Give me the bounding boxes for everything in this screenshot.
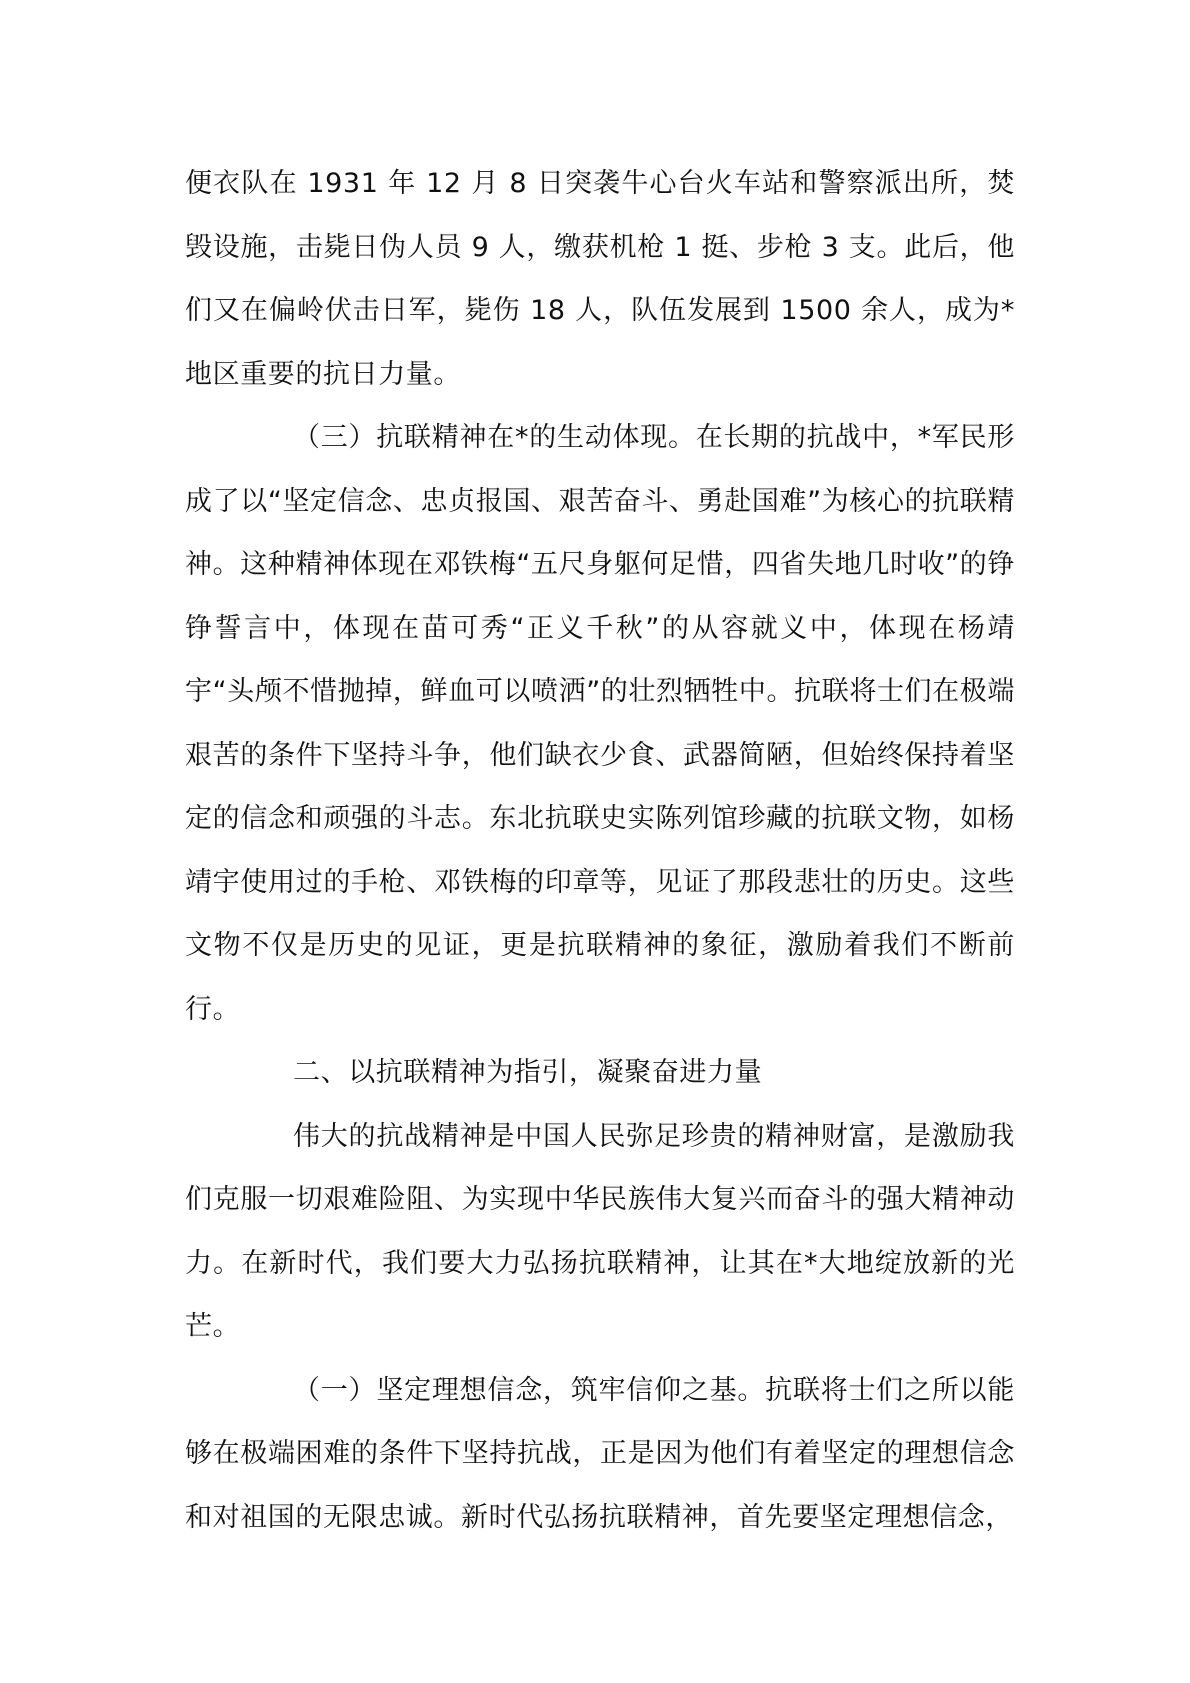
- section-heading-two: 二、以抗联精神为指引，凝聚奋进力量: [293, 1057, 763, 1088]
- paragraph-continuation: 便衣队在 1931 年 12 月 8 日突袭牛心台火车站和警察派出所，焚毁设施，击毙日伪人员 9 人，缴获机枪 1 挺、步枪 3 支。此后，他们又在偏岭伏击日军，毙伤 18 人，队伍发展到 1500 余人，成为*地区重要的抗日力量。: [185, 168, 1015, 390]
- paragraph-section-one: （一）坚定理想信念，筑牢信仰之基。抗联将士们之所以能够在极端困难的条件下坚持抗战，正是因为他们有着坚定的理想信念和对祖国的无限忠诚。新时代弘扬抗联精神，首先要坚定理想信念，: [185, 1374, 1015, 1533]
- paragraph-intro: 伟大的抗战精神是中国人民弥足珍贵的精神财富，是激励我们克服一切艰难险阻、为实现中华民族伟大复兴而奋斗的强大精神动力。在新时代，我们要大力弘扬抗联精神，让其在*大地绽放新的光芒。: [185, 1120, 1015, 1342]
- paragraph-section-three: （三）抗联精神在*的生动体现。在长期的抗战中，*军民形成了以“坚定信念、忠贞报国、艰苦奋斗、勇赴国难”为核心的抗联精神。这种精神体现在邓铁梅“五尺身躯何足惜，四省失地几时收”的铮铮誓言中，体现在苗可秀“正义千秋”的从容就义中，体现在杨靖宇“头颅不惜抛掉，鲜血可以喷洒”的壮烈牺牲中。抗联将士们在极端艰苦的条件下坚持斗争，他们缺衣少食、武器简陋，但始终保持着坚定的信念和顽强的斗志。东北抗联史实陈列馆珍藏的抗联文物，如杨靖宇使用过的手枪、邓铁梅的印章等，见证了那段悲壮的历史。这些文物不仅是历史的见证，更是抗联精神的象征，激励着我们不断前行。: [185, 422, 1015, 1025]
- document-body: [185, 152, 1015, 1549]
